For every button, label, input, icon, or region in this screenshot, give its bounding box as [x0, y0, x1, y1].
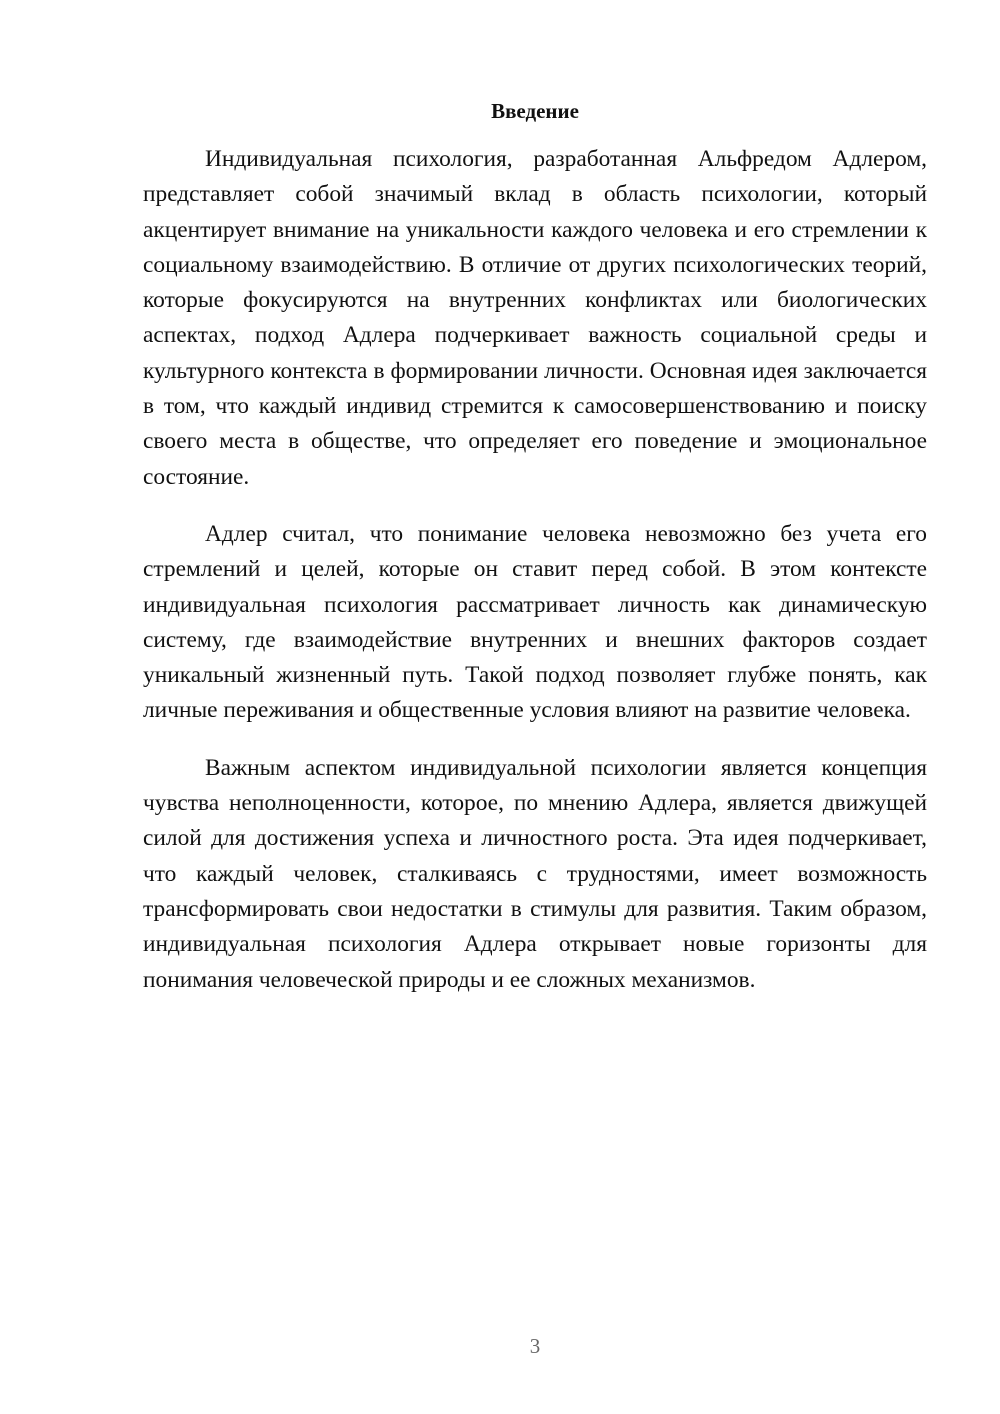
paragraph-1: Индивидуальная психология, разработанная Альфредом Адлером, представляет собой значимый вклад в область психологии, который акцентирует внимание на уникальности каждого человека и его стремлении к социальному взаимодействию. В отличие от других психологических теорий, которые фокусируются на внутренних конфликтах или биологических аспектах, подход Адлера подчеркивает важность социальной среды и культурного контекста в формировании личности. Основная идея заключается в том, что каждый индивид стремится к самосовершенствованию и поиску своего места в обществе, что определяет его поведение и эмоциональное состояние.: [143, 146, 927, 490]
body-text: [143, 142, 927, 1020]
paragraph-2: Адлер считал, что понимание человека невозможно без учета его стремлений и целей, которые он ставит перед собой. В этом контексте индивидуальная психология рассматривает личность как динамическую систему, где взаимодействие внутренних и внешних факторов создает уникальный жизненный путь. Такой подход позволяет глубже понять, как личные переживания и общественные условия влияют на развитие человека.: [143, 520, 927, 724]
page-number: 3: [529, 1334, 541, 1358]
section-title: Введение: [491, 99, 579, 123]
paragraph-3: Важным аспектом индивидуальной психологии является концепция чувства неполноценности, которое, по мнению Адлера, является движущей силой для достижения успеха и личностного роста. Эта идея подчеркивает, что каждый человек, сталкиваясь с трудностями, имеет возможность трансформировать свои недостатки в стимулы для развития. Таким образом, индивидуальная психология Адлера открывает новые горизонты для понимания человеческой природы и ее сложных механизмов.: [143, 754, 927, 993]
